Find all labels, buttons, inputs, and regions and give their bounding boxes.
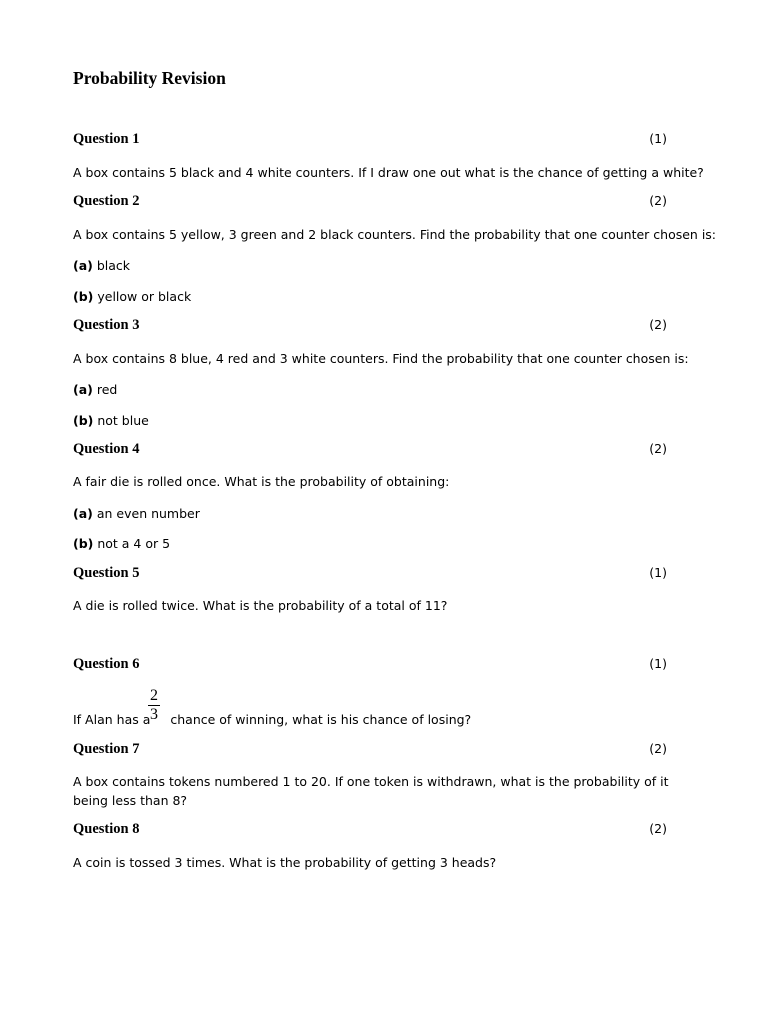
question-3-part-a [73,380,683,399]
question-3-part-b [73,411,683,430]
question-title: Question 2 [73,193,140,209]
fraction-numerator: 2 [150,687,158,704]
part-text: yellow or black [97,289,192,304]
part-text: an even number [96,506,200,521]
question-title: Question 5 [73,565,140,581]
part-label: (a) [73,258,93,273]
part-label: (b) [73,413,94,428]
question-marks: (1) [649,131,667,146]
question-6-text-after: chance of winning, what is his chance of losing? [170,712,472,727]
question-2-text: A box contains 5 yellow, 3 green and 2 black counters. Find the probability that one counter chosen is: [73,227,717,242]
question-5-header [73,565,667,582]
part-label: (a) [73,506,93,521]
question-2-part-a [73,256,683,275]
question-6-text-before: If Alan has a [73,712,151,727]
part-text: red [96,382,118,397]
question-marks: (2) [649,193,667,208]
question-4-part-b [73,534,683,553]
page-title: Probability Revision [73,68,226,88]
question-title: Question 8 [73,821,140,837]
part-label: (b) [73,289,94,304]
question-title: Question 6 [73,656,140,672]
question-2-header [73,193,667,210]
question-7-text: A box contains tokens numbered 1 to 20. If one token is withdrawn, what is the probability of it being less than 8? [73,774,669,808]
question-title: Question 3 [73,317,140,333]
question-marks: (2) [649,741,667,756]
part-text: black [96,258,131,273]
question-marks: (2) [649,821,667,836]
question-5-text: A die is rolled twice. What is the probability of a total of 11? [73,598,448,613]
question-title: Question 7 [73,741,140,757]
question-marks: (1) [649,656,667,671]
question-7-header [73,741,667,758]
question-marks: (1) [649,565,667,580]
question-title: Question 4 [73,441,140,457]
fraction-denominator: 3 [150,706,158,723]
question-marks: (2) [649,317,667,332]
question-4-header [73,441,667,458]
question-title: Question 1 [73,131,140,147]
question-1-header [73,131,667,148]
question-6-header [73,656,667,673]
question-marks: (2) [649,441,667,456]
question-4-part-a [73,504,683,523]
part-text: not a 4 or 5 [97,536,171,551]
question-2-part-b [73,287,683,306]
question-8-text: A coin is tossed 3 times. What is the probability of getting 3 heads? [73,855,497,870]
question-4-text: A fair die is rolled once. What is the probability of obtaining: [73,474,450,489]
question-6-text [73,710,683,729]
part-label: (a) [73,382,93,397]
part-text: not blue [97,413,149,428]
part-label: (b) [73,536,94,551]
question-1-text: A box contains 5 black and 4 white counters. If I draw one out what is the chance of getting a white? [73,165,704,180]
question-8-header [73,821,667,838]
question-3-header [73,317,667,334]
question-3-text: A box contains 8 blue, 4 red and 3 white counters. Find the probability that one counter chosen is: [73,351,689,366]
